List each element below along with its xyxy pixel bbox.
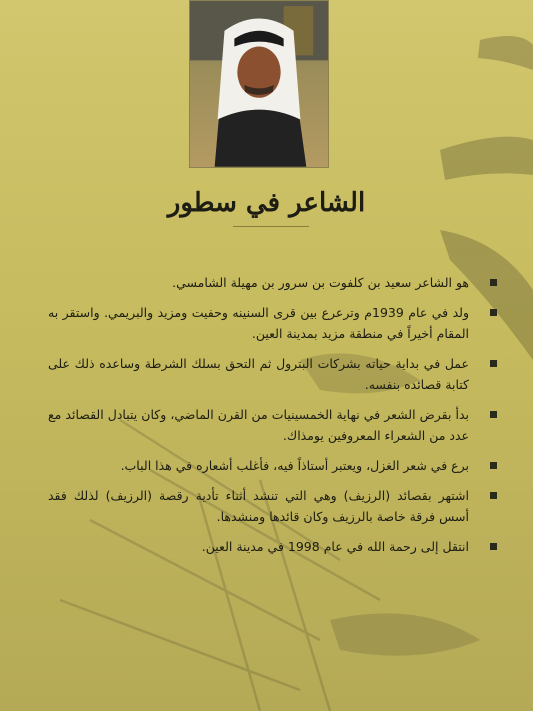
square-bullet-icon	[490, 309, 497, 316]
square-bullet-icon	[490, 279, 497, 286]
bio-text: انتقل إلى رحمة الله في عام 1998 في مدينة العين.	[201, 539, 469, 554]
poet-photo	[189, 0, 329, 168]
square-bullet-icon	[490, 360, 497, 367]
page-title: الشاعر في سطور	[167, 188, 366, 218]
list-item	[48, 536, 483, 557]
title-underline	[233, 226, 309, 227]
list-item	[48, 302, 483, 344]
list-item	[48, 353, 483, 395]
list-item	[48, 485, 483, 527]
list-item	[48, 272, 483, 293]
list-item	[48, 404, 483, 446]
square-bullet-icon	[490, 492, 497, 499]
bio-text: هو الشاعر سعيد بن كلفوت بن سرور بن مهيلة الشامسي.	[172, 275, 469, 290]
bio-text: عمل في بداية حياته بشركات البترول ثم التحق بسلك الشرطة وساعده ذلك على كتابة قصائده بنفسه.	[48, 356, 469, 392]
square-bullet-icon	[490, 543, 497, 550]
poet-portrait-icon	[190, 1, 328, 167]
square-bullet-icon	[490, 462, 497, 469]
bio-text: بدأ بقرض الشعر في نهاية الخمسينيات من القرن الماضي، وكان يتبادل القصائد مع عدد من الشعراء المعروفين يومذاك.	[48, 407, 469, 443]
bio-text: اشتهر بقصائد (الرزيف) وهي التي تنشد أثناء تأدية رقصة (الرزيف) لذلك فقد أسس فرقة خاصة بالرزيف وكان قائدها ومنشدها.	[48, 488, 469, 524]
bio-text: ولد في عام 1939م وترعرع بين قرى السنينه وحفيت ومزيد والبريمي. واستقر به المقام أخيراً في منطقة مزيد بمدينة العين.	[48, 305, 469, 341]
bio-list	[48, 272, 483, 566]
bio-text: برع في شعر الغزل، ويعتبر أستاذاً فيه، فأغلب أشعاره في هذا الباب.	[120, 458, 469, 473]
square-bullet-icon	[490, 411, 497, 418]
list-item	[48, 455, 483, 476]
